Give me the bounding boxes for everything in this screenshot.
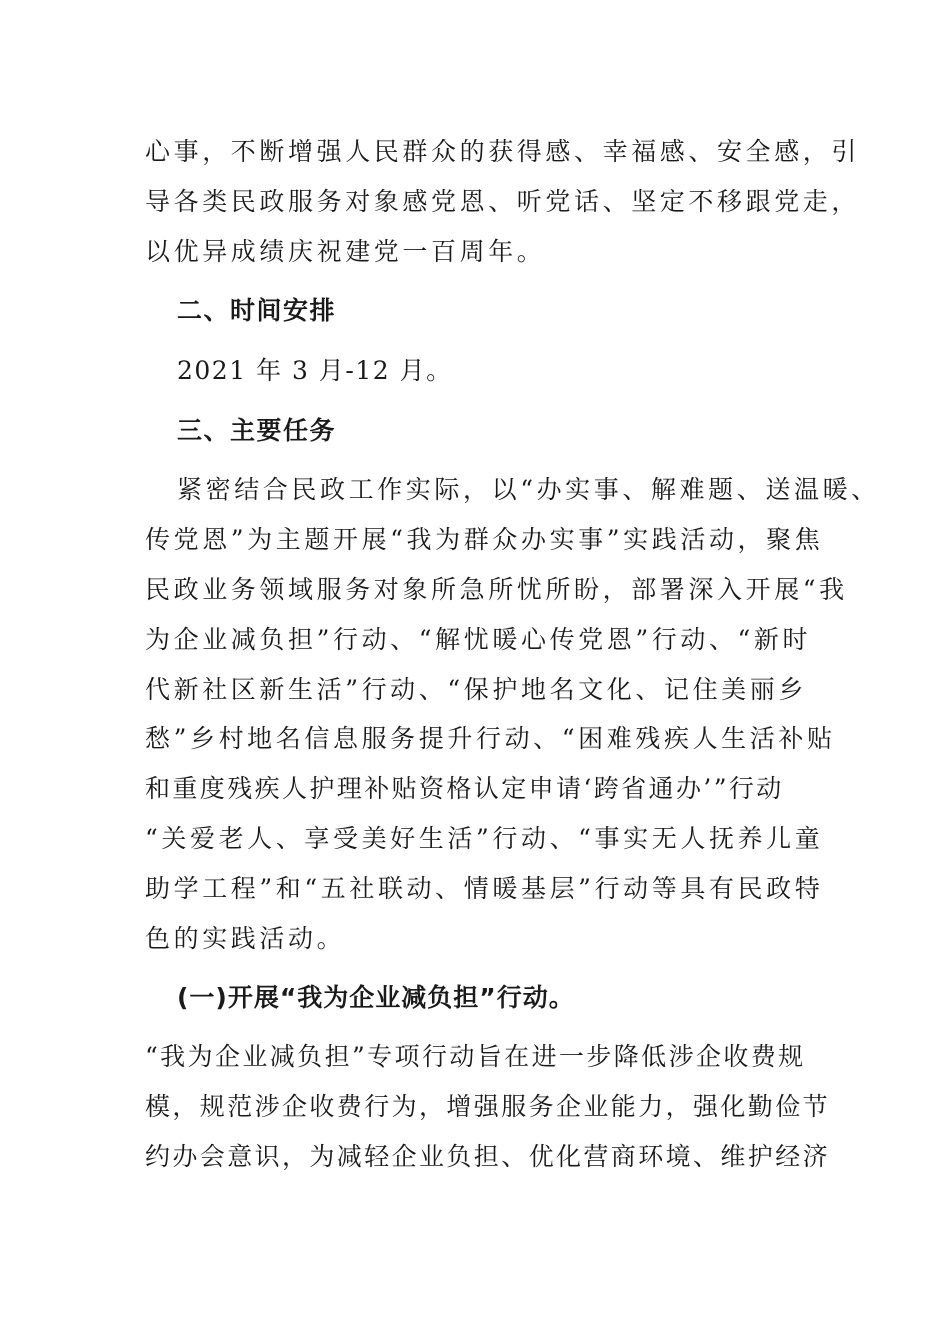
subsection-1-heading: (一)开展“我为企业减负担”行动。 <box>177 983 575 1012</box>
section-3-line-8: “关爱老人、享受美好生活”行动、“事实无人抚养儿童 <box>145 824 824 853</box>
section-3-line-9: 助学工程”和“五社联动、情暖基层”行动等具有民政特 <box>145 874 824 903</box>
section-3-line-10: 色的实践活动。 <box>145 924 346 953</box>
section-3-line-5: 代新社区新生活”行动、“保护地名文化、记住美丽乡 <box>145 675 807 704</box>
intro-line-1: 心事，不断增强人民群众的获得感、幸福感、安全感，引 <box>145 137 861 166</box>
section-2-body: 2021 年 3 月-12 月。 <box>177 356 453 385</box>
intro-line-2: 导各类民政服务对象感党恩、听党话、坚定不移跟党走， <box>145 187 861 216</box>
subsection-1-line-1: “我为企业减负担”专项行动旨在进一步降低涉企收费规 <box>145 1042 806 1071</box>
section-3-line-1: 紧密结合民政工作实际，以“办实事、解难题、送温暖、 <box>177 475 880 504</box>
section-3-line-7: 和重度残疾人护理补贴资格认定申请‘跨省通办’”行动 <box>145 774 784 803</box>
section-3-line-3: 民政业务领域服务对象所急所忧所盼，部署深入开展“我 <box>145 575 848 604</box>
section-3-line-6: 愁”乡村地名信息服务提升行动、“困难残疾人生活补贴 <box>145 724 836 753</box>
section-3-line-4: 为企业减负担”行动、“解忧暖心传党恩”行动、“新时 <box>145 625 812 654</box>
section-3-heading: 三、主要任务 <box>177 416 337 445</box>
section-3-line-2: 传党恩”为主题开展“我为群众办实事”实践活动，聚焦 <box>145 525 824 554</box>
subsection-1-line-2: 模，规范涉企收费行为，增强服务企业能力，强化勤俭节 <box>145 1092 831 1121</box>
intro-line-3: 以优异成绩庆祝建党一百周年。 <box>145 237 546 266</box>
section-2-heading: 二、时间安排 <box>177 296 337 325</box>
subsection-1-line-3: 约办会意识，为减轻企业负担、优化营商环境、维护经济 <box>145 1142 831 1171</box>
